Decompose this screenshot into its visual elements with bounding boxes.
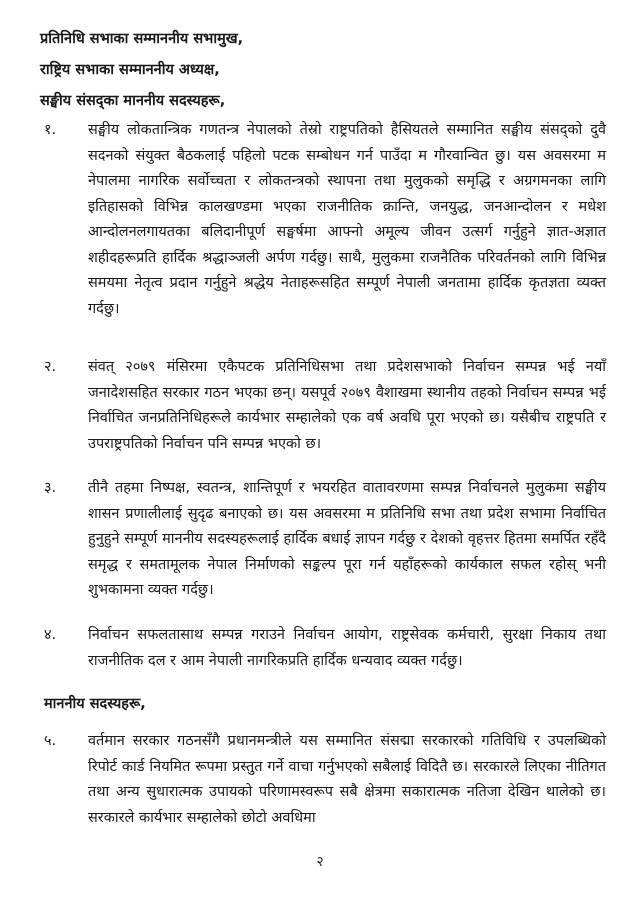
salutation-members: सङ्घीय संसद्का माननीय सदस्यहरू, (40, 93, 226, 109)
paragraph-text: सङ्घीय लोकतान्त्रिक गणतन्त्र नेपालको तेस्रो राष्ट्रपतिको हैसियतले सम्मानित सङ्घीय संसद्को दुवै सदनको संयुक्त बैठकलाई पहिलो पटक सम्बोधन गर्न पाउँदा म गौरवान्वित छु। यस अवसरमा म नेपालमा नागरिक सर्वोच्चता र लोकतन्त्रको स्थापना तथा मुलुकको समृद्धि र अग्रगमनका लागि इतिहासको विभिन्न कालखण्डमा भएका राजनीतिक क्रान्ति, जनयुद्ध, जनआन्दोलन र मधेश आन्दोलनलगायतका बलिदानीपूर्ण सङ्घर्षमा आफ्नो अमूल्य जीवन उत्सर्ग गर्नुहुने ज्ञात-अज्ञात शहीदहरूप्रति हार्दिक श्रद्धाञ्जली अर्पण गर्दछु। साथै, मुलुकमा राजनैतिक परिवर्तनको लागि विभिन्न समयमा नेतृत्व प्रदान गर्नुहुने श्रद्धेय नेताहरूसहित सम्पूर्ण नेपाली जनतामा हार्दिक कृतज्ञता व्यक्त गर्दछु। (88, 122, 606, 317)
paragraph-number: २. (44, 359, 57, 375)
paragraph-text: संवत् २०७९ मंसिरमा एकैपटक प्रतिनिधिसभा तथा प्रदेशसभाको निर्वाचन सम्पन्न भई नयाँ जनादेशसहित सरकार गठन भएका छन्। यसपूर्व २०७९ वैशाखमा स्थानीय तहको निर्वाचन सम्पन्न भई निर्वाचित जनप्रतिनिधिहरूले कार्यभार सम्हालेको एक वर्ष अवधि पूरा भएको छ। यसैबीच राष्ट्रपति र उपराष्ट्रपतिको निर्वाचन पनि सम्पन्न भएको छ। (88, 359, 606, 452)
paragraph-number: १. (44, 122, 57, 138)
paragraph-2 (44, 355, 606, 457)
section-subheading: माननीय सदस्यहरू, (44, 696, 146, 712)
salutation-speaker: प्रतिनिधि सभाका सम्माननीय सभामुख, (40, 31, 244, 47)
paragraph-number: ३. (44, 480, 57, 496)
salutation-chairperson: राष्ट्रिय सभाका सम्माननीय अध्यक्ष, (40, 62, 220, 78)
paragraph-1 (44, 118, 606, 322)
paragraph-number: ४. (44, 627, 57, 643)
page-number: २ (316, 854, 324, 870)
paragraph-text: तीनै तहमा निष्पक्ष, स्वतन्त्र, शान्तिपूर्ण र भयरहित वातावरणमा सम्पन्न निर्वाचनले मुलुकमा सङ्घीय शासन प्रणालीलाई सुदृढ बनाएको छ। यस अवसरमा म प्रतिनिधि सभा तथा प्रदेश सभामा निर्वाचित हुनुहुने सम्पूर्ण माननीय सदस्यहरूलाई हार्दिक बधाई ज्ञापन गर्दछु र देशको वृहत्तर हितमा समर्पित रहँदै समृद्ध र समतामूलक नेपाल निर्माणको सङ्कल्प पूरा गर्न यहाँहरूको कार्यकाल सफल रहोस् भनी शुभकामना व्यक्त गर्दछु। (88, 480, 606, 598)
paragraph-text: वर्तमान सरकार गठनसँगै प्रधानमन्त्रीले यस सम्मानित संसद्मा सरकारको गतिविधि र उपलब्धिको रिपोर्ट कार्ड नियमित रूपमा प्रस्तुत गर्ने वाचा गर्नुभएको सबैलाई विदितै छ। सरकारले लिएका नीतिगत तथा अन्य सुधारात्मक उपायको परिणामस्वरूप सबै क्षेत्रमा सकारात्मक नतिजा देखिन थालेको छ। सरकारले कार्यभार सम्हालेको छोटो अवधिमा (88, 733, 606, 826)
paragraph-3 (44, 476, 606, 604)
salutation-block (40, 24, 620, 117)
paragraph-number: ५. (44, 733, 57, 749)
paragraph-4 (44, 623, 606, 674)
paragraph-text: निर्वाचन सफलतासाथ सम्पन्न गराउने निर्वाचन आयोग, राष्ट्रसेवक कर्मचारी, सुरक्षा निकाय तथा राजनीतिक दल र आम नेपाली नागरिकप्रति हार्दिक धन्यवाद व्यक्त गर्दछु। (88, 627, 606, 669)
paragraph-5 (44, 729, 606, 831)
